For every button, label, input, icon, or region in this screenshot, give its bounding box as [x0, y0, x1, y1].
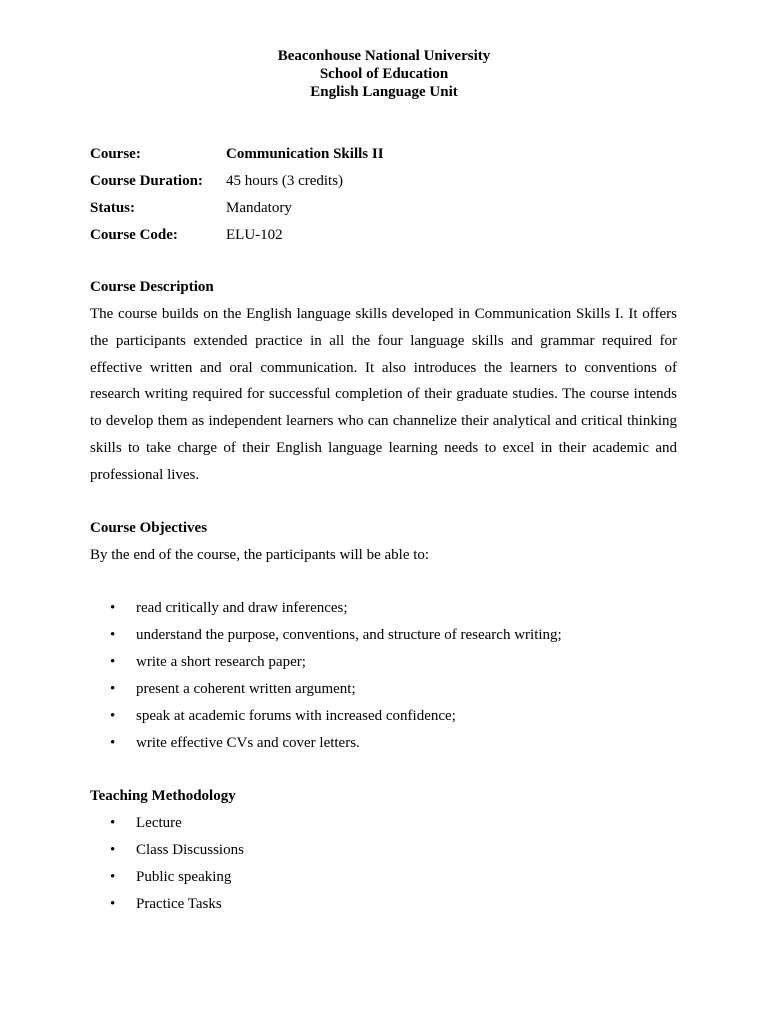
course-duration-value: 45 hours (3 credits) [226, 173, 344, 189]
course-description-heading: Course Description [90, 279, 214, 295]
course-code-row [90, 222, 690, 249]
objectives-list [110, 595, 562, 757]
list-item-text: read critically and draw inferences; [136, 600, 348, 616]
course-description-text: The course builds on the English language skills developed in Communication Skills I. It offers the participants extended practice in all the four language skills and grammar required for effective written and oral communication. It also introduces the learners to conventions of research writing required for successful completion of their graduate studies. The course intends to develop them as independent learners who can channelize their analytical and critical thinking skills to take charge of their English language learning needs to excel in their academic and professional lives. [90, 306, 677, 483]
course-row [90, 141, 690, 168]
objectives-intro: By the end of the course, the participants will be able to: [90, 547, 430, 563]
course-code-value: ELU-102 [226, 227, 283, 243]
list-item [110, 810, 244, 837]
unit-name: English Language Unit [310, 84, 458, 100]
list-item [110, 595, 562, 622]
methodology-list [110, 810, 244, 918]
list-item [110, 864, 244, 891]
list-item-text: present a coherent written argument; [136, 681, 356, 697]
status-label: Status: [90, 200, 136, 216]
list-item-text: write a short research paper; [136, 654, 306, 670]
bullet-icon: • [110, 654, 116, 670]
course-label: Course: [90, 146, 141, 162]
bullet-icon: • [110, 735, 116, 751]
list-item-text: write effective CVs and cover letters. [136, 735, 360, 751]
course-value: Communication Skills II [226, 146, 384, 162]
university-name: Beaconhouse National University [277, 48, 491, 64]
bullet-icon: • [110, 708, 116, 724]
course-duration-row [90, 168, 690, 195]
status-row [90, 195, 690, 222]
list-item-text: Lecture [136, 815, 182, 831]
list-item [110, 891, 244, 918]
course-objectives-heading: Course Objectives [90, 520, 208, 536]
list-item-text: Public speaking [136, 869, 232, 885]
list-item-text: speak at academic forums with increased confidence; [136, 708, 456, 724]
bullet-icon: • [110, 600, 116, 616]
list-item-text: Class Discussions [136, 842, 244, 858]
bullet-icon: • [110, 681, 116, 697]
list-item [110, 730, 562, 757]
bullet-icon: • [110, 896, 116, 912]
bullet-icon: • [110, 627, 116, 643]
bullet-icon: • [110, 842, 116, 858]
document-header [0, 47, 768, 101]
course-duration-label: Course Duration: [90, 173, 203, 189]
course-info [90, 141, 690, 249]
status-value: Mandatory [226, 200, 292, 216]
list-item-text: understand the purpose, conventions, and structure of research writing; [136, 627, 562, 643]
school-name: School of Education [319, 66, 449, 82]
list-item [110, 837, 244, 864]
teaching-methodology-heading: Teaching Methodology [90, 788, 236, 804]
list-item [110, 676, 562, 703]
list-item-text: Practice Tasks [136, 896, 222, 912]
list-item [110, 622, 562, 649]
bullet-icon: • [110, 869, 116, 885]
list-item [110, 649, 562, 676]
course-code-label: Course Code: [90, 227, 178, 243]
bullet-icon: • [110, 815, 116, 831]
list-item [110, 703, 562, 730]
